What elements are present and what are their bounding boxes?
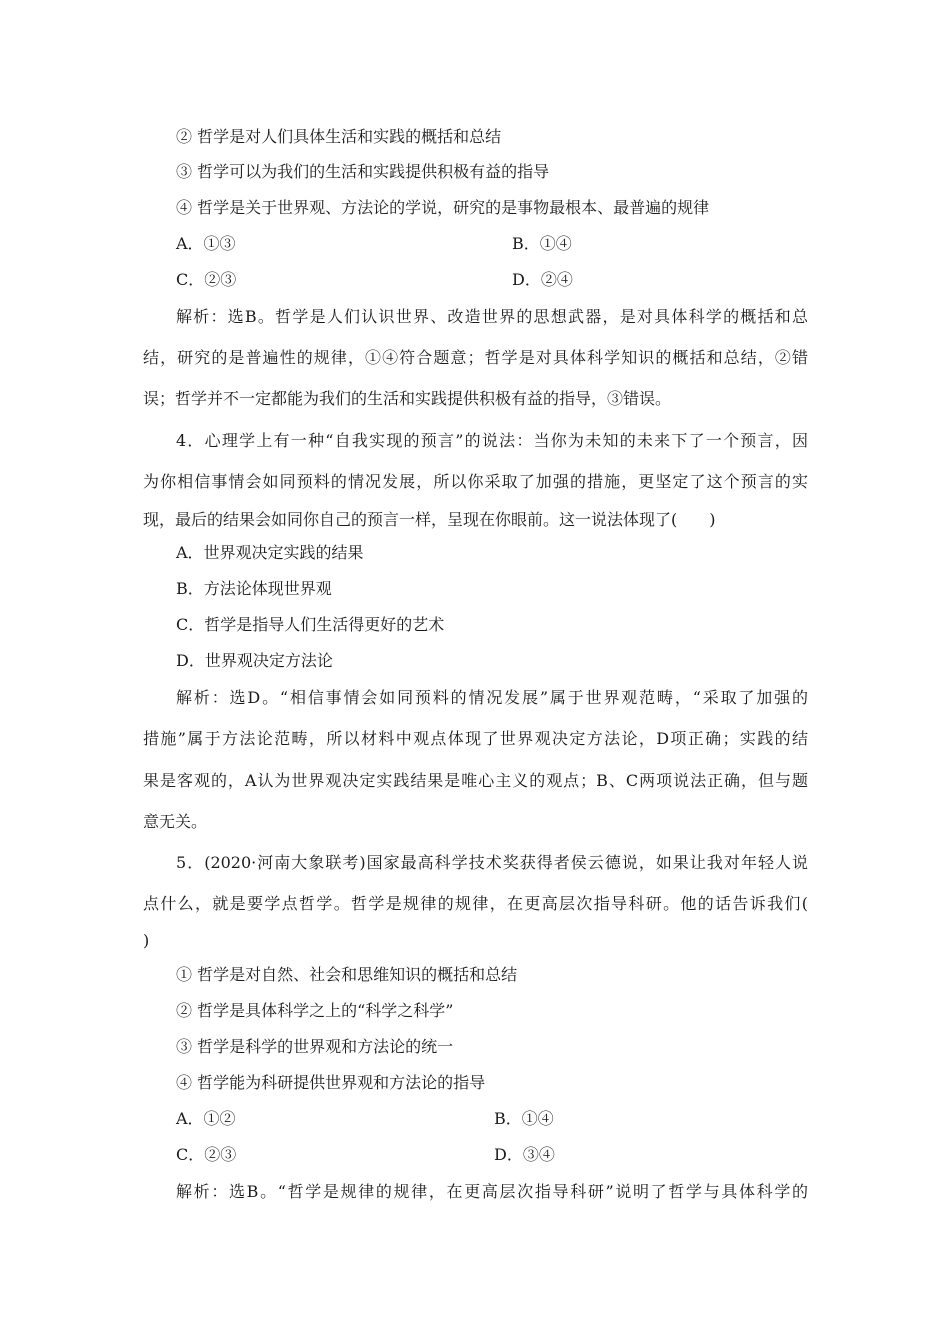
q4-stem-line: 现，最后的结果会如同你自己的预言一样，呈现在你眼前。这一说法体现了( ) <box>143 510 716 529</box>
q4-analysis-line: 意无关。 <box>143 812 208 831</box>
q4-choice-d: D．世界观决定方法论 <box>176 651 333 670</box>
q5-stem-line: 点什么，就是要学点哲学。哲学是规律的规律，在更高层次指导科研。他的话告诉我们( <box>143 894 808 913</box>
q3-analysis-line: 误；哲学并不一定都能为我们的生活和实践提供积极有益的指导，③错误。 <box>143 389 672 408</box>
q3-option-2: ② 哲学是对人们具体生活和实践的概括和总结 <box>176 127 502 146</box>
q5-option-1: ① 哲学是对自然、社会和思维知识的概括和总结 <box>176 965 518 984</box>
q5-option-3: ③ 哲学是科学的世界观和方法论的统一 <box>176 1037 454 1056</box>
q5-choice-d: D．③④ <box>494 1145 555 1164</box>
q3-option-3: ③ 哲学可以为我们的生活和实践提供积极有益的指导 <box>176 162 550 181</box>
q3-choice-d: D．②④ <box>512 270 573 289</box>
q3-analysis-line: 解析：选B。哲学是人们认识世界、改造世界的思想武器，是对具体科学的概括和总 <box>176 307 808 326</box>
q5-choice-c: C．②③ <box>176 1145 237 1164</box>
q4-analysis-line: 解析：选D。“相信事情会如同预料的情况发展”属于世界观范畴，“采取了加强的 <box>176 688 808 707</box>
q5-choice-a: A．①② <box>176 1109 236 1128</box>
q3-analysis-line: 结，研究的是普遍性的规律，①④符合题意；哲学是对具体科学知识的概括和总结，②错 <box>143 348 808 367</box>
q4-choice-a: A．世界观决定实践的结果 <box>176 543 364 562</box>
q4-analysis-line: 果是客观的，A认为世界观决定实践结果是唯心主义的观点；B、C两项说法正确，但与题 <box>143 771 808 790</box>
q3-choice-a: A．①③ <box>176 234 236 253</box>
q5-option-2: ② 哲学是具体科学之上的“科学之科学” <box>176 1001 454 1020</box>
q3-choice-b: B．①④ <box>512 234 572 253</box>
q5-stem-line: ) <box>143 931 150 950</box>
q5-analysis-line: 解析：选B。“哲学是规律的规律，在更高层次指导科研”说明了哲学与具体科学的 <box>176 1182 808 1201</box>
q3-choice-c: C．②③ <box>176 270 237 289</box>
q4-stem-line: 为你相信事情会如同预料的情况发展，所以你采取了加强的措施，更坚定了这个预言的实 <box>143 472 808 491</box>
q3-option-4: ④ 哲学是关于世界观、方法论的学说，研究的是事物最根本、最普遍的规律 <box>176 198 710 217</box>
q4-choice-c: C．哲学是指导人们生活得更好的艺术 <box>176 615 445 634</box>
q5-choice-b: B．①④ <box>494 1109 554 1128</box>
q4-stem-line: 4．心理学上有一种“自我实现的预言”的说法：当你为未知的未来下了一个预言，因 <box>176 431 808 450</box>
q5-stem-line: 5．(2020·河南大象联考)国家最高科学技术奖获得者侯云德说，如果让我对年轻人说 <box>176 853 808 872</box>
q4-choice-b: B．方法论体现世界观 <box>176 579 332 598</box>
q5-option-4: ④ 哲学能为科研提供世界观和方法论的指导 <box>176 1073 486 1092</box>
q4-analysis-line: 措施”属于方法论范畴，所以材料中观点体现了世界观决定方法论，D项正确；实践的结 <box>143 729 808 748</box>
